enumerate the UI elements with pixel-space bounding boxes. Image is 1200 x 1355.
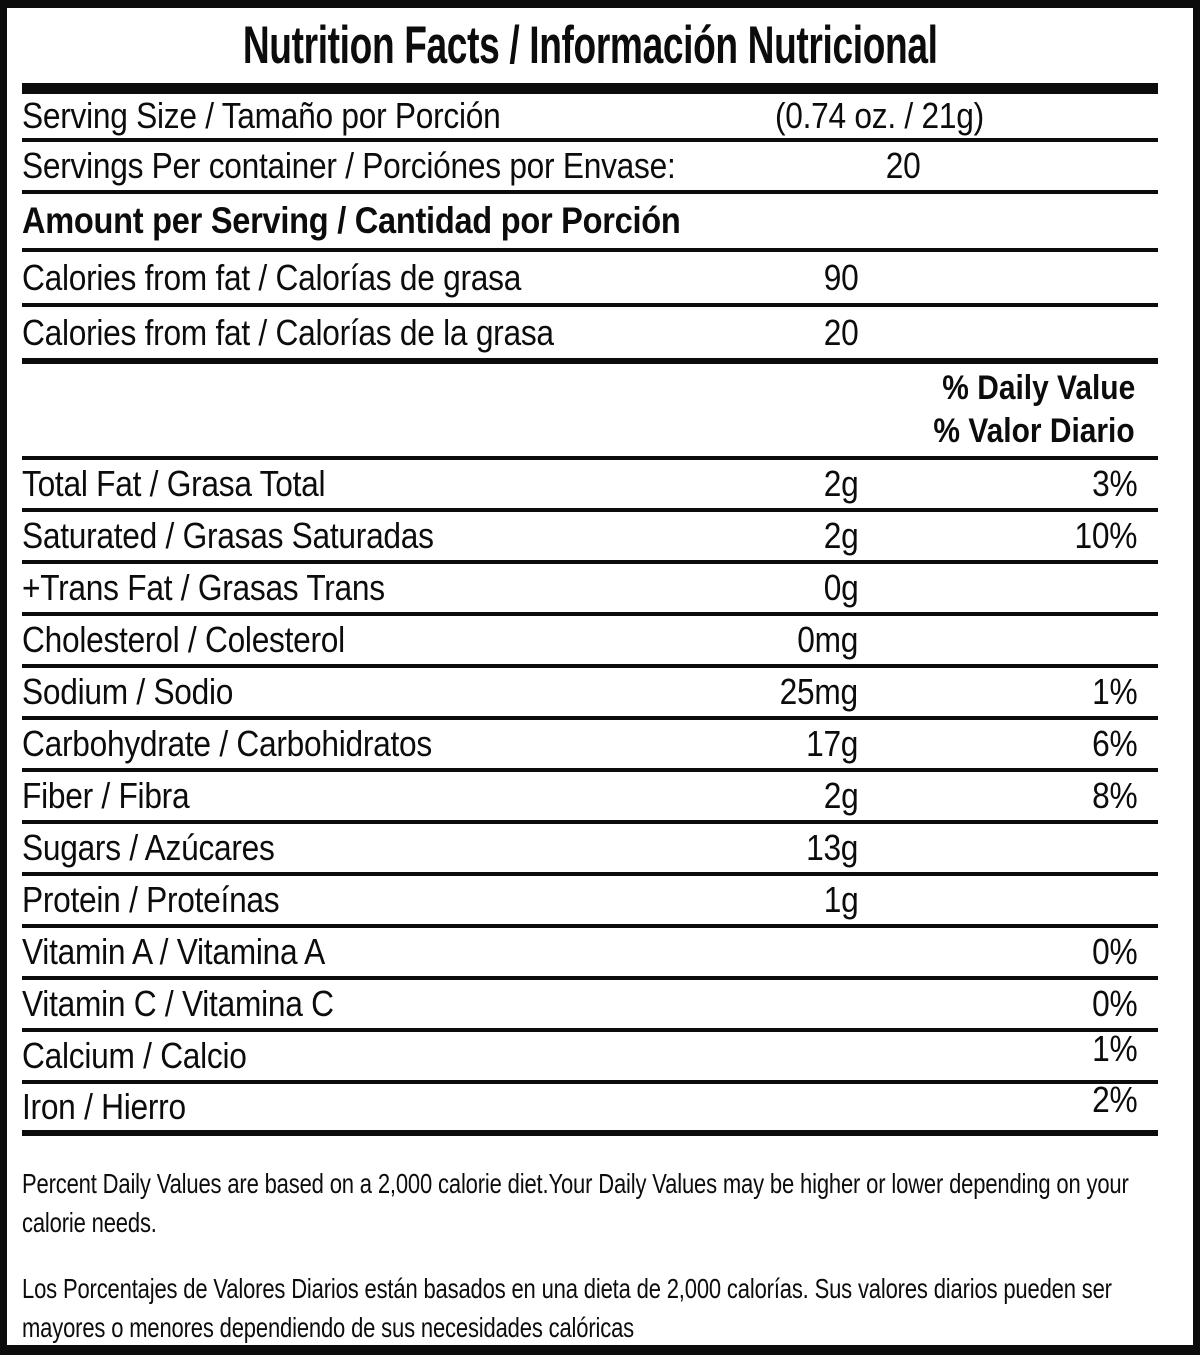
nutrient-row [22, 772, 1158, 824]
nutrient-row [22, 512, 1158, 564]
calories-row-label: Calories from fat / Calorías de grasa [22, 256, 522, 298]
nutrient-label: Protein / Proteínas [22, 879, 280, 920]
footnote-english: Percent Daily Values are based on a 2,000 calorie diet.Your Daily Values may be higher or lower depending on your calorie needs. [22, 1167, 1129, 1238]
calories-row-value: 20 [823, 311, 858, 353]
nutrient-percent [858, 619, 1158, 661]
nutrient-percent: 6% [1091, 723, 1137, 764]
nutrient-value [658, 1086, 858, 1128]
serving-size-row [22, 94, 1158, 142]
nutrient-value: 17g [805, 723, 858, 764]
nutrient-value: 0mg [797, 619, 858, 660]
serving-size-value: (0.74 oz. / 21g) [775, 95, 984, 136]
label-header [22, 8, 1158, 83]
nutrient-row [22, 1028, 1158, 1084]
calories-from-fat-row-2 [22, 307, 1158, 364]
nutrient-percent: 0% [1091, 931, 1137, 972]
nutrient-row [22, 928, 1158, 980]
nutrient-label: Iron / Hierro [22, 1086, 186, 1127]
nutrient-row [22, 616, 1158, 668]
nutrient-label: Sugars / Azúcares [22, 827, 275, 868]
nutrient-label: Vitamin C / Vitamina C [22, 983, 334, 1024]
servings-per-container-value: 20 [885, 145, 921, 186]
daily-value-header [22, 364, 1158, 460]
nutrient-label: Total Fat / Grasa Total [22, 463, 326, 504]
nutrient-percent: 1% [1091, 671, 1137, 712]
nutrient-label: Saturated / Grasas Saturadas [22, 515, 434, 556]
nutrient-row [22, 720, 1158, 772]
footnote-spanish: Los Porcentajes de Valores Diarios están basados en una dieta de 2,000 calorías. Sus valores diarios pueden ser mayores o menores dependiendo de sus necesidades calóricas [22, 1273, 1112, 1343]
nutrient-value [658, 1035, 858, 1077]
servings-per-container-label: Servings Per container / Porciónes por Envase: [22, 145, 676, 186]
nutrient-label: Vitamin A / Vitamina A [22, 931, 325, 972]
nutrient-row [22, 1079, 1158, 1136]
nutrient-label: +Trans Fat / Grasas Trans [22, 567, 385, 608]
calories-row-value: 90 [823, 256, 858, 298]
nutrient-value: 2g [823, 775, 858, 816]
nutrient-row [22, 824, 1158, 876]
title-divider-bar [22, 83, 1158, 94]
nutrient-value: 2g [823, 463, 858, 504]
nutrient-percent [858, 879, 1158, 921]
nutrient-row [22, 876, 1158, 928]
nutrient-percent [858, 567, 1158, 609]
nutrient-percent: 10% [1074, 515, 1137, 556]
nutrient-value: 13g [805, 827, 858, 868]
nutrient-label: Fiber / Fibra [22, 775, 190, 816]
nutrient-value: 25mg [779, 671, 858, 712]
nutrient-label: Sodium / Sodio [22, 671, 234, 712]
calories-from-fat-row-1 [22, 252, 1158, 307]
daily-value-header-spanish: % Valor Diario [933, 412, 1135, 451]
amount-per-serving-label: Amount per Serving / Cantidad por Porción [22, 200, 681, 241]
daily-value-header-english: % Daily Value [942, 368, 1135, 407]
nutrient-label: Cholesterol / Colesterol [22, 619, 345, 660]
nutrient-row [22, 564, 1158, 616]
nutrient-label: Calcium / Calcio [22, 1035, 247, 1076]
nutrient-label: Carbohydrate / Carbohidratos [22, 723, 432, 764]
calories-row-label: Calories from fat / Calorías de la grasa [22, 311, 554, 353]
nutrient-value: 2g [823, 515, 858, 556]
nutrient-value: 0g [823, 567, 858, 608]
nutrient-value: 1g [823, 879, 858, 920]
nutrient-value [658, 983, 858, 1025]
nutrient-percent: 3% [1091, 463, 1137, 504]
nutrient-percent: 8% [1091, 775, 1137, 816]
nutrient-row [22, 668, 1158, 720]
serving-size-label: Serving Size / Tamaño por Porción [22, 95, 501, 136]
nutrient-percent: 2% [1091, 1079, 1137, 1120]
nutrient-row [22, 460, 1158, 512]
servings-per-container-row [22, 142, 1158, 194]
nutrient-row [22, 980, 1158, 1032]
nutrient-value [658, 931, 858, 973]
nutrient-percent [858, 827, 1158, 869]
footnotes [22, 1164, 1158, 1348]
nutrient-percent: 0% [1091, 983, 1137, 1024]
nutrient-percent: 1% [1091, 1028, 1137, 1069]
nutrient-table [22, 460, 1158, 1136]
amount-per-serving-header-row [22, 194, 1158, 252]
page-title: Nutrition Facts / Información Nutricional [242, 16, 938, 75]
